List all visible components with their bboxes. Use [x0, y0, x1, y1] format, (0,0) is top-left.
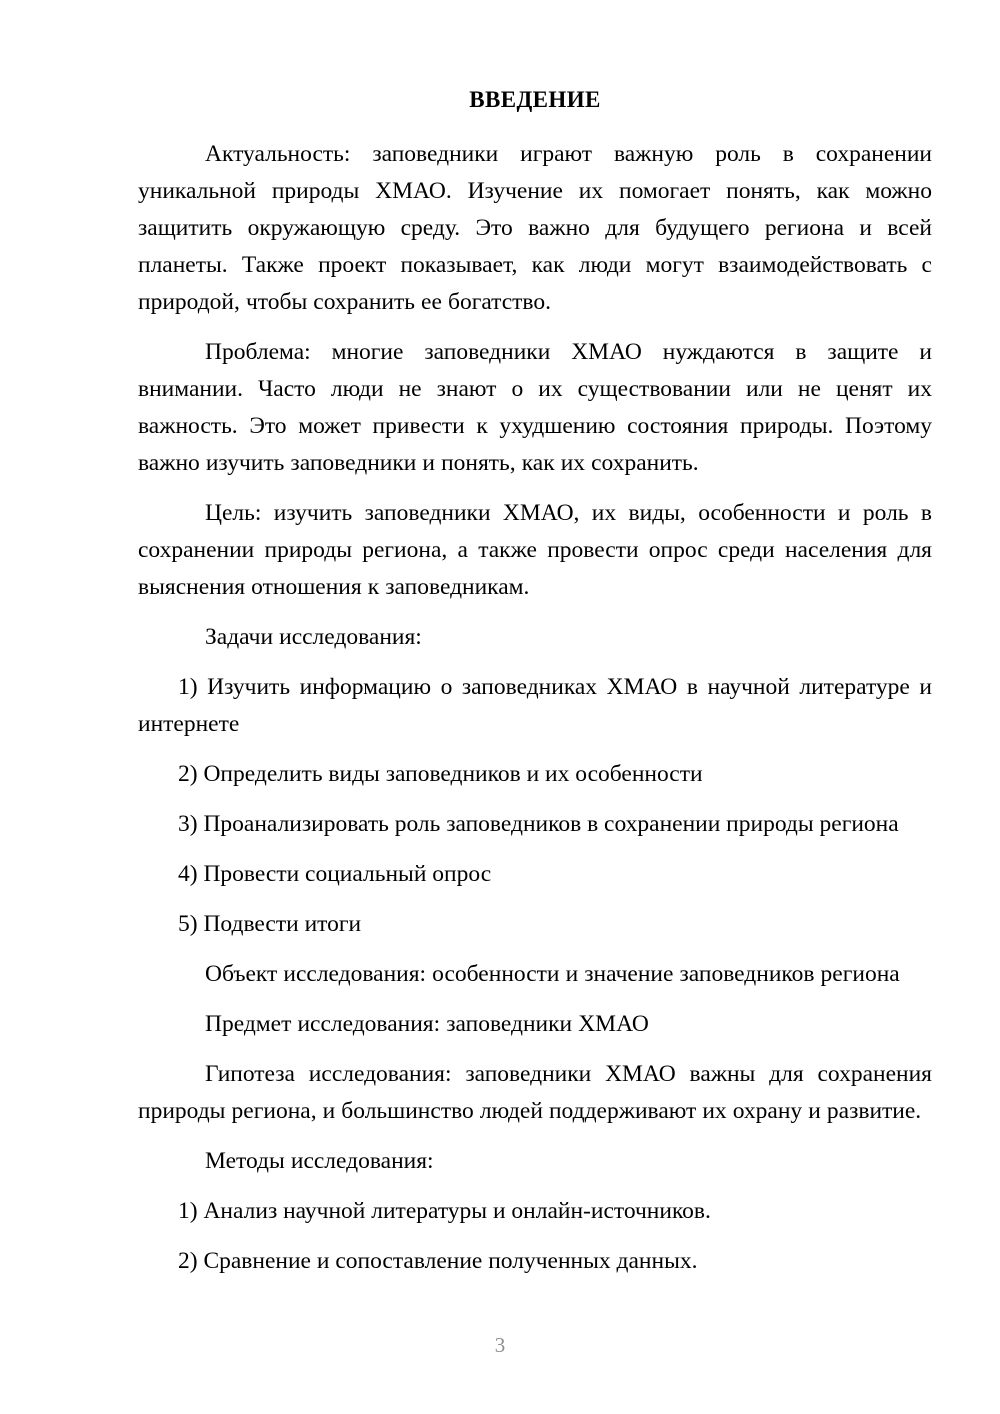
paragraph-hypothesis: Гипотеза исследования: заповедники ХМАО важны для сохранения природы региона, и большинство людей поддерживают их охрану и развитие. — [138, 1060, 932, 1124]
page-number: 3 — [494, 1333, 506, 1357]
heading-tasks: Задачи исследования: — [205, 623, 422, 650]
paragraph-spacer — [138, 610, 932, 619]
paragraph-spacer — [138, 947, 932, 956]
paragraph-spacer — [138, 997, 932, 1006]
paragraph-spacer — [138, 660, 932, 669]
paragraph-spacer — [138, 325, 932, 334]
list-item-task-2: 2) Определить виды заповедников и их особенности — [178, 760, 703, 787]
document-body — [138, 86, 932, 1284]
paragraph-spacer — [138, 847, 932, 856]
heading-methods: Методы исследования: — [205, 1147, 434, 1174]
paragraph-relevance: Актуальность: заповедники играют важную роль в сохранении уникальной природы ХМАО. Изучение их помогает понять, как можно защитить окружающую среду. Это важно для будущего региона и всей планеты. Также проект показывает, как люди могут взаимодействовать с природой, чтобы сохранить ее богатство. — [138, 140, 932, 315]
paragraph-spacer — [138, 797, 932, 806]
list-item-task-3: 3) Проанализировать роль заповедников в сохранении природы региона — [178, 810, 899, 837]
paragraph-spacer — [138, 1184, 932, 1193]
list-item-task-1: 1) Изучить информацию о заповедниках ХМАО в научной литературе и интернете — [138, 673, 932, 737]
list-item-task-5: 5) Подвести итоги — [178, 910, 362, 937]
paragraph-spacer — [138, 747, 932, 756]
paragraph-subject: Предмет исследования: заповедники ХМАО — [205, 1010, 649, 1037]
list-item-method-2: 2) Сравнение и сопоставление полученных данных. — [178, 1247, 698, 1274]
list-item-task-4: 4) Провести социальный опрос — [178, 860, 492, 887]
paragraph-spacer — [138, 1134, 932, 1143]
page-title: ВВЕДЕНИЕ — [469, 87, 601, 112]
paragraph-object: Объект исследования: особенности и значение заповедников региона — [205, 960, 900, 987]
paragraph-problem: Проблема: многие заповедники ХМАО нуждаются в защите и внимании. Часто люди не знают о их существовании или не ценят их важность. Это может привести к ухудшению состояния природы. Поэтому важно изучить заповедники и понять, как их сохранить. — [138, 338, 932, 476]
paragraph-spacer — [138, 1047, 932, 1056]
paragraph-spacer — [138, 486, 932, 495]
list-item-method-1: 1) Анализ научной литературы и онлайн-источников. — [178, 1197, 711, 1224]
paragraph-spacer — [138, 897, 932, 906]
paragraph-goal: Цель: изучить заповедники ХМАО, их виды, особенности и роль в сохранении природы региона, а также провести опрос среди населения для выяснения отношения к заповедникам. — [138, 499, 932, 600]
paragraph-spacer — [138, 1234, 932, 1243]
